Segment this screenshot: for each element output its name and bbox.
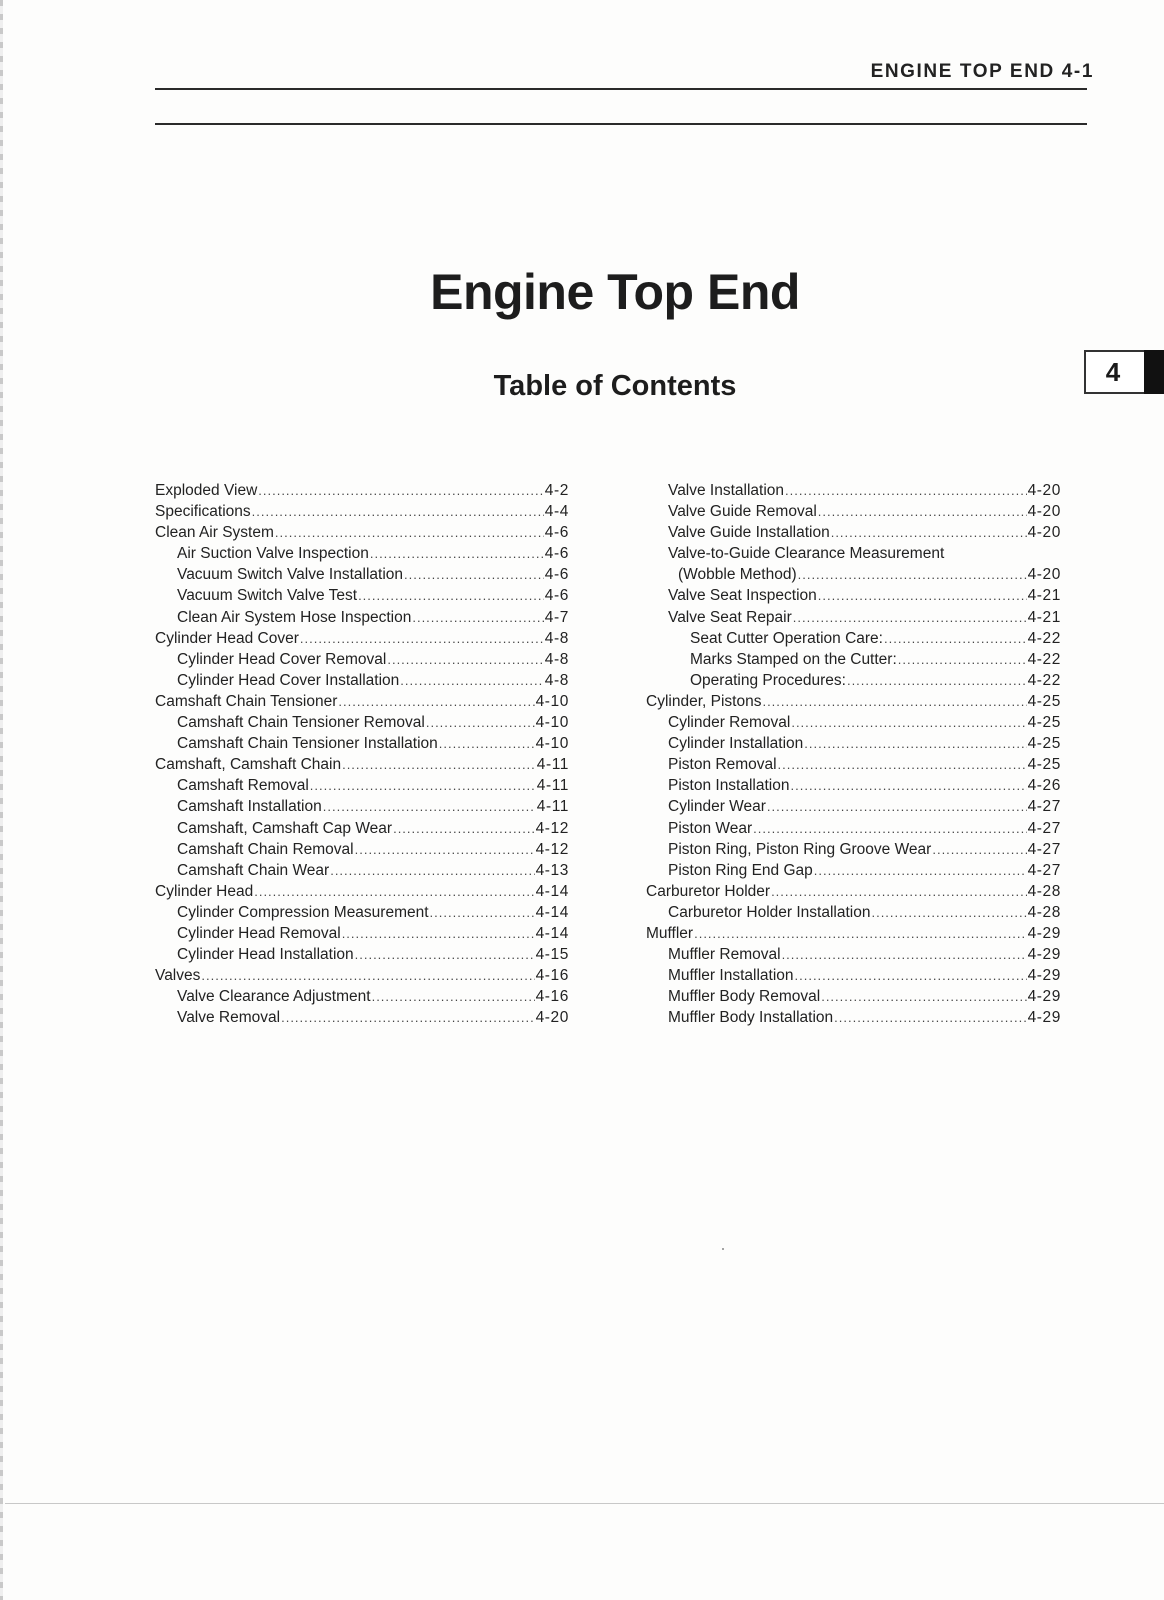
toc-entry-label: Camshaft, Camshaft Cap Wear: [177, 819, 393, 837]
toc-entry-page: 4-4: [544, 503, 569, 521]
toc-dot-leader: [358, 585, 544, 606]
toc-dot-leader: [426, 712, 535, 733]
toc-dot-leader: [393, 818, 534, 839]
chapter-tab: [1084, 350, 1164, 394]
toc-dot-leader: [258, 480, 544, 501]
scan-speck: [722, 1248, 724, 1250]
toc-dot-leader: [804, 733, 1026, 754]
toc-entry-page: 4-8: [544, 650, 569, 668]
toc-entry-page: 4-25: [1027, 756, 1061, 774]
toc-entry-label: Camshaft Chain Tensioner Installation: [177, 735, 438, 753]
toc-entry-label: Operating Procedures:: [690, 671, 846, 689]
toc-entry-label: Valve Seat Repair: [668, 608, 792, 626]
toc-dot-leader: [871, 902, 1026, 923]
toc-entry[interactable]: [155, 670, 569, 691]
toc-entry-label: Cylinder Head Installation: [177, 946, 354, 964]
toc-entry-page: 4-8: [544, 629, 569, 647]
toc-entry-page: 4-21: [1027, 587, 1061, 605]
toc-entry-page: 4-12: [535, 840, 569, 858]
toc-dot-leader: [818, 585, 1027, 606]
toc-entry-page: 4-21: [1027, 608, 1061, 626]
toc-entry-label: Muffler Removal: [668, 946, 781, 964]
toc-entry-label: Camshaft Removal: [177, 777, 309, 795]
toc-dot-leader: [818, 501, 1027, 522]
toc-entry-label: Vacuum Switch Valve Test: [177, 587, 358, 605]
toc-entry[interactable]: [155, 818, 569, 839]
toc-entry-page: 4-29: [1027, 967, 1061, 985]
toc-dot-leader: [753, 818, 1026, 839]
toc-dot-leader: [767, 796, 1027, 817]
toc-entry-label: Vacuum Switch Valve Installation: [177, 566, 404, 584]
toc-entry-label: Muffler Body Installation: [668, 1009, 834, 1027]
toc-entry[interactable]: [646, 543, 1061, 564]
toc-dot-leader: [798, 564, 1027, 585]
toc-dot-leader: [372, 986, 535, 1007]
toc-entry-page: 4-29: [1027, 988, 1061, 1006]
toc-dot-leader: [252, 501, 544, 522]
toc-entry-page: 4-16: [535, 988, 569, 1006]
toc-dot-leader: [330, 860, 534, 881]
toc-entry-label: Valves: [155, 967, 201, 985]
toc-dot-leader: [430, 902, 535, 923]
toc-entry[interactable]: [646, 585, 1061, 606]
page-title: Engine Top End: [430, 264, 800, 320]
toc-entry[interactable]: [155, 839, 569, 860]
toc-entry-page: 4-20: [1027, 524, 1061, 542]
toc-column-right: [646, 480, 1061, 1028]
toc-entry-label: Camshaft Installation: [177, 798, 322, 816]
toc-entry[interactable]: [155, 902, 569, 923]
toc-dot-leader: [795, 965, 1027, 986]
toc-dot-leader: [342, 754, 536, 775]
toc-entry[interactable]: [646, 839, 1061, 860]
toc-entry-label: Cylinder Wear: [668, 798, 766, 816]
toc-entry-label: Valve Guide Installation: [668, 524, 830, 542]
toc-entry-label: Carburetor Holder: [646, 882, 771, 900]
toc-dot-leader: [932, 839, 1026, 860]
page-binding-edge: [0, 0, 3, 1600]
toc-dot-leader: [201, 965, 534, 986]
toc-entry-label: Piston Installation: [668, 777, 790, 795]
toc-entry-page: 4-8: [544, 671, 569, 689]
toc-entry[interactable]: [646, 628, 1061, 649]
toc-entry[interactable]: [155, 733, 569, 754]
toc-dot-leader: [791, 775, 1027, 796]
toc-dot-leader: [694, 923, 1026, 944]
toc-dot-leader: [281, 1007, 534, 1028]
toc-dot-leader: [834, 1007, 1026, 1028]
toc-dot-leader: [387, 649, 543, 670]
toc-dot-leader: [355, 944, 535, 965]
running-header: ENGINE TOP END 4-1: [870, 61, 1094, 82]
toc-entry-page: 4-25: [1027, 735, 1061, 753]
toc-entry-label: Valve Guide Removal: [668, 503, 817, 521]
toc-entry[interactable]: [155, 965, 569, 986]
toc-entry[interactable]: [646, 965, 1061, 986]
toc-entry[interactable]: [646, 564, 1061, 585]
toc-entry-label: Cylinder Installation: [668, 735, 804, 753]
toc-entry[interactable]: [646, 754, 1061, 775]
toc-entry-page: 4-13: [535, 861, 569, 879]
toc-entry-label: Cylinder, Pistons: [646, 692, 762, 710]
toc-entry-page: 4-15: [535, 946, 569, 964]
toc-entry[interactable]: [155, 628, 569, 649]
toc-entry-page: 4-20: [1027, 503, 1061, 521]
toc-entry[interactable]: [646, 607, 1061, 628]
toc-dot-leader: [338, 691, 534, 712]
toc-entry-page: 4-10: [535, 692, 569, 710]
toc-entry[interactable]: [155, 712, 569, 733]
toc-entry[interactable]: [155, 691, 569, 712]
toc-dot-leader: [342, 923, 535, 944]
toc-entry-page: 4-2: [544, 482, 569, 499]
toc-entry-page: 4-14: [535, 924, 569, 942]
toc-entry[interactable]: [155, 564, 569, 585]
toc-entry[interactable]: [155, 1007, 569, 1028]
toc-entry[interactable]: [155, 480, 569, 501]
toc-entry[interactable]: [646, 944, 1061, 965]
toc-entry[interactable]: [155, 881, 569, 902]
toc-entry-page: 4-10: [535, 714, 569, 732]
toc-entry-page: 4-10: [535, 735, 569, 753]
toc-entry-label: Cylinder Removal: [668, 714, 791, 732]
toc-entry-page: 4-27: [1027, 861, 1061, 879]
toc-entry[interactable]: [155, 501, 569, 522]
toc-dot-leader: [370, 543, 544, 564]
toc-entry-label: Muffler Body Removal: [668, 988, 821, 1006]
toc-dot-leader: [884, 628, 1027, 649]
toc-dot-leader: [847, 670, 1027, 691]
toc-entry[interactable]: [646, 881, 1061, 902]
toc-entry-page: 4-14: [535, 903, 569, 921]
toc-entry[interactable]: [155, 923, 569, 944]
toc-entry-label: Cylinder Head Cover Installation: [177, 671, 400, 689]
toc-entry-page: 4-27: [1027, 840, 1061, 858]
toc-entry-label: Cylinder Head Cover: [155, 629, 299, 647]
toc-entry-label: Valve Clearance Adjustment: [177, 988, 371, 1006]
toc-entry-page: 4-27: [1027, 819, 1061, 837]
toc-entry-label: Valve-to-Guide Clearance Measurement: [668, 545, 945, 563]
page-bottom-edge: [5, 1503, 1164, 1504]
toc-entry-page: 4-26: [1027, 777, 1061, 795]
toc-dot-leader: [323, 796, 536, 817]
toc-entry-page: 4-6: [544, 524, 569, 542]
toc-entry[interactable]: [646, 480, 1061, 501]
toc-entry[interactable]: [646, 923, 1061, 944]
toc-entry-label: Camshaft, Camshaft Chain: [155, 756, 342, 774]
toc-entry-label: Camshaft Chain Removal: [177, 840, 354, 858]
toc-entry[interactable]: [155, 944, 569, 965]
toc-entry[interactable]: [646, 986, 1061, 1007]
toc-dot-leader: [782, 944, 1027, 965]
toc-entry[interactable]: [155, 775, 569, 796]
toc-dot-leader: [785, 480, 1027, 501]
toc-entry-label: Piston Wear: [668, 819, 753, 837]
toc-dot-leader: [400, 670, 544, 691]
toc-entry-page: 4-28: [1027, 882, 1061, 900]
toc-dot-leader: [355, 839, 535, 860]
toc-entry[interactable]: [646, 860, 1061, 881]
toc-dot-leader: [771, 881, 1027, 902]
toc-entry-label: (Wobble Method): [678, 566, 797, 584]
toc-entry-label: Cylinder Head Removal: [177, 924, 341, 942]
toc-entry[interactable]: [646, 818, 1061, 839]
toc-entry-label: Cylinder Head Cover Removal: [177, 650, 387, 668]
toc-dot-leader: [793, 607, 1027, 628]
toc-entry-page: 4-22: [1027, 671, 1061, 689]
toc-dot-leader: [791, 712, 1026, 733]
toc-entry[interactable]: [646, 649, 1061, 670]
toc-dot-leader: [300, 628, 544, 649]
chapter-tab-marker: [1144, 350, 1164, 394]
toc-dot-leader: [762, 691, 1026, 712]
toc-column-left: [155, 480, 569, 1028]
toc-entry-label: Camshaft Chain Tensioner: [155, 692, 338, 710]
toc-entry[interactable]: [646, 522, 1061, 543]
toc-entry-label: Cylinder Head: [155, 882, 254, 900]
header-rule-top: [155, 88, 1087, 90]
toc-entry[interactable]: [155, 522, 569, 543]
toc-dot-leader: [898, 649, 1027, 670]
toc-entry-label: Camshaft Chain Tensioner Removal: [177, 714, 425, 732]
toc-entry-label: Clean Air System: [155, 524, 274, 542]
toc-entry[interactable]: [646, 691, 1061, 712]
toc-entry-label: Muffler: [646, 924, 694, 942]
toc-entry-label: Specifications: [155, 503, 251, 521]
toc-entry[interactable]: [646, 733, 1061, 754]
toc-entry[interactable]: [155, 585, 569, 606]
toc-entry-page: 4-7: [544, 608, 569, 626]
toc-entry[interactable]: [646, 670, 1061, 691]
toc-dot-leader: [412, 607, 543, 628]
toc-dot-leader: [404, 564, 544, 585]
toc-dot-leader: [814, 860, 1027, 881]
toc-entry-page: 4-20: [1027, 482, 1061, 499]
toc-entry-page: 4-11: [536, 798, 569, 816]
toc-entry-label: Valve Seat Inspection: [668, 587, 817, 605]
toc-entry-page: 4-12: [535, 819, 569, 837]
toc-entry-label: Cylinder Compression Measurement: [177, 903, 429, 921]
toc-entry[interactable]: [155, 796, 569, 817]
toc-entry-page: 4-25: [1027, 692, 1061, 710]
toc-entry-label: Exploded View: [155, 482, 258, 499]
toc-entry-label: Clean Air System Hose Inspection: [177, 608, 412, 626]
toc-entry[interactable]: [155, 754, 569, 775]
toc-dot-leader: [439, 733, 535, 754]
toc-dot-leader: [821, 986, 1026, 1007]
toc-dot-leader: [831, 522, 1027, 543]
toc-entry-page: 4-14: [535, 882, 569, 900]
toc-entry-page: 4-25: [1027, 714, 1061, 732]
chapter-number: 4: [1105, 357, 1121, 387]
toc-heading: Table of Contents: [493, 370, 737, 402]
toc-entry-label: Piston Removal: [668, 756, 777, 774]
toc-entry-label: Air Suction Valve Inspection: [177, 545, 369, 563]
toc-entry-page: 4-11: [536, 756, 569, 774]
toc-entry-page: 4-20: [1027, 566, 1061, 584]
toc-entry-page: 4-28: [1027, 903, 1061, 921]
toc-entry-label: Camshaft Chain Wear: [177, 861, 330, 879]
toc-entry-label: Seat Cutter Operation Care:: [690, 629, 883, 647]
toc-entry-page: 4-29: [1027, 1009, 1061, 1027]
toc-entry-page: 4-6: [544, 587, 569, 605]
toc-entry-page: 4-11: [536, 777, 569, 795]
toc-entry-page: 4-16: [535, 967, 569, 985]
toc-entry[interactable]: [646, 1007, 1061, 1028]
toc-entry[interactable]: [646, 796, 1061, 817]
toc-entry-label: Marks Stamped on the Cutter:: [690, 650, 897, 668]
toc-entry[interactable]: [155, 649, 569, 670]
toc-entry[interactable]: [646, 712, 1061, 733]
toc-entry-page: 4-22: [1027, 650, 1061, 668]
toc-entry[interactable]: [155, 607, 569, 628]
toc-entry-page: 4-22: [1027, 629, 1061, 647]
toc-entry[interactable]: [646, 775, 1061, 796]
toc-entry-page: 4-6: [544, 566, 569, 584]
toc-dot-leader: [275, 522, 544, 543]
toc-entry-label: Valve Installation: [668, 482, 785, 499]
toc-entry[interactable]: [646, 902, 1061, 923]
toc-entry-label: Muffler Installation: [668, 967, 794, 985]
toc-entry[interactable]: [155, 986, 569, 1007]
toc-entry-page: 4-20: [535, 1009, 569, 1027]
toc-entry-page: 4-27: [1027, 798, 1061, 816]
toc-entry-label: Piston Ring, Piston Ring Groove Wear: [668, 840, 932, 858]
toc-dot-leader: [254, 881, 534, 902]
toc-dot-leader: [310, 775, 536, 796]
toc-entry-label: Carburetor Holder Installation: [668, 903, 871, 921]
header-rule-bottom: [155, 123, 1087, 125]
toc-entry[interactable]: [155, 543, 569, 564]
toc-entry[interactable]: [646, 501, 1061, 522]
toc-entry-page: 4-29: [1027, 924, 1061, 942]
toc-dot-leader: [778, 754, 1027, 775]
toc-entry-label: Valve Removal: [177, 1009, 281, 1027]
toc-entry[interactable]: [155, 860, 569, 881]
toc-entry-page: 4-6: [544, 545, 569, 563]
toc-entry-page: 4-29: [1027, 946, 1061, 964]
toc-entry-label: Piston Ring End Gap: [668, 861, 813, 879]
